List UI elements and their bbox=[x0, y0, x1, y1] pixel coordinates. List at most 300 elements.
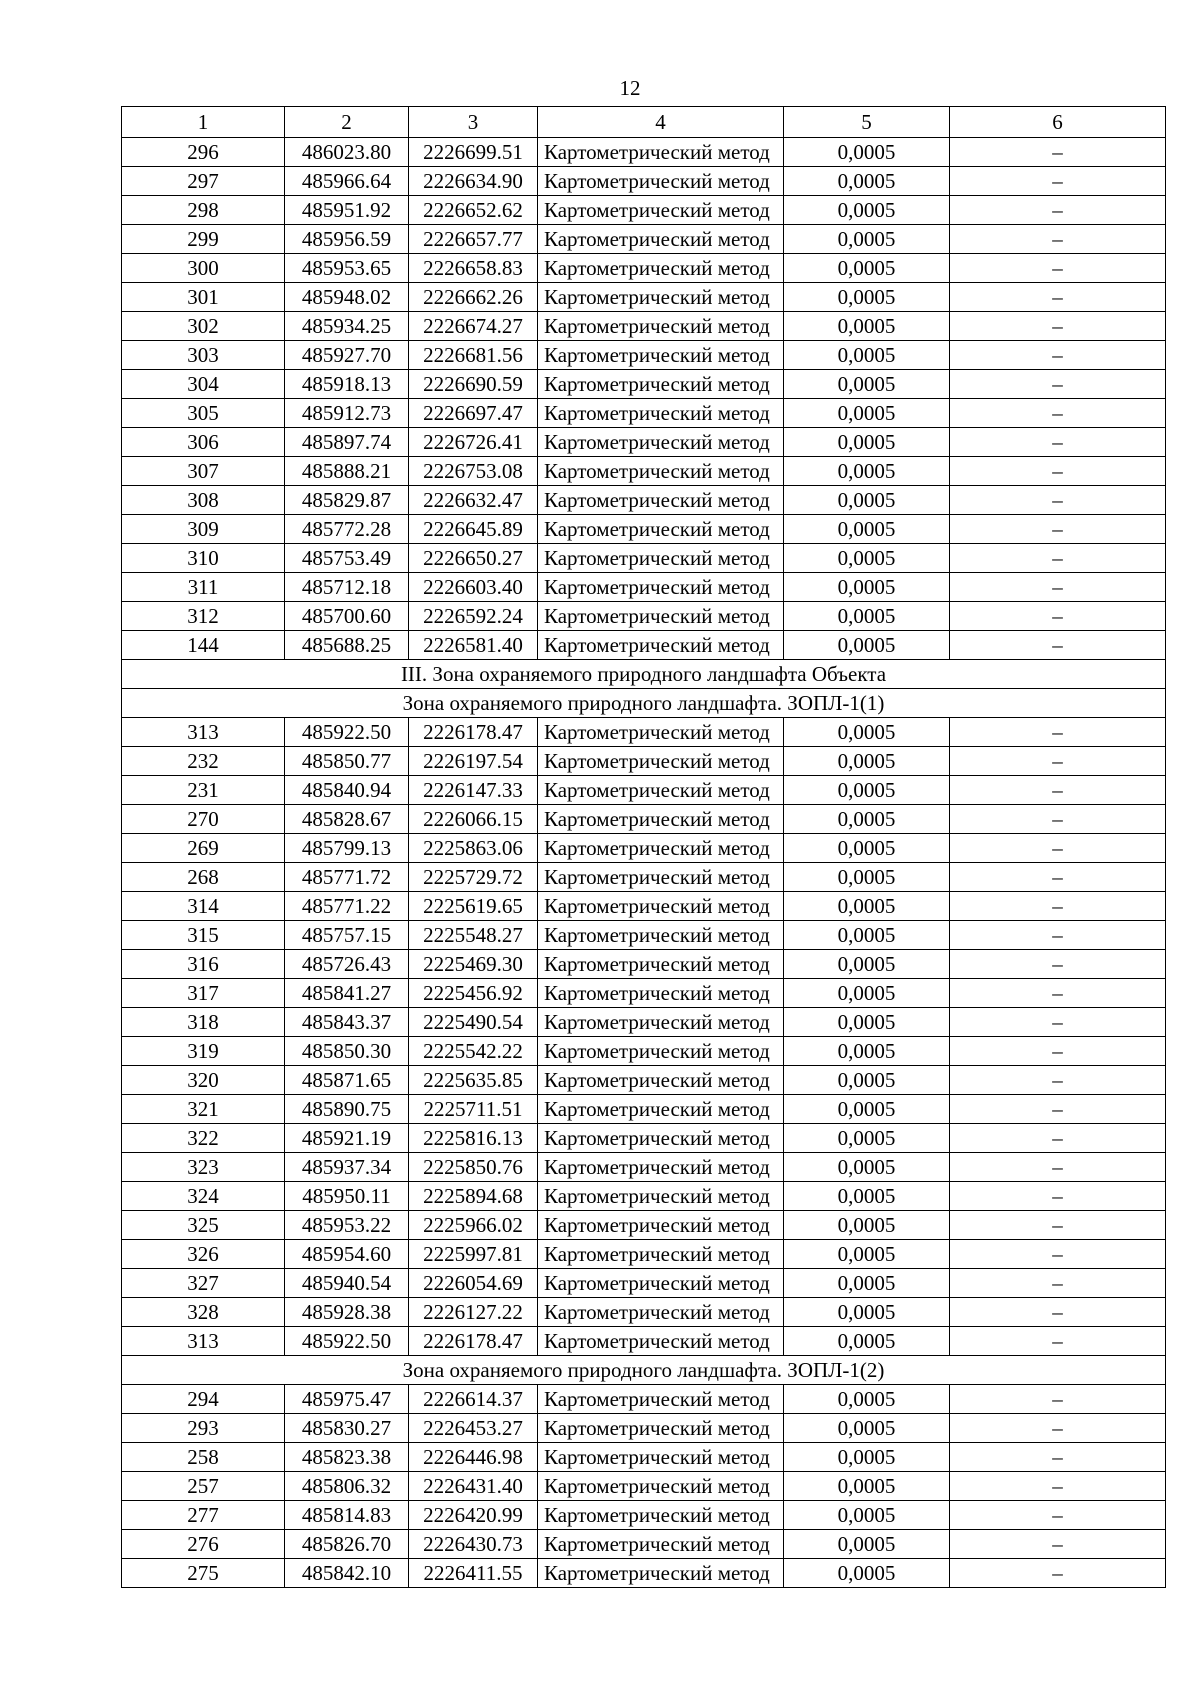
note-cell: – bbox=[950, 950, 1166, 979]
table-row bbox=[122, 1182, 1166, 1211]
table-body bbox=[122, 138, 1166, 1588]
method-cell: Картометрический метод bbox=[538, 138, 784, 167]
point-number-cell: 232 bbox=[122, 747, 285, 776]
coordinate-x-cell: 485688.25 bbox=[285, 631, 409, 660]
table-header-row bbox=[122, 107, 1166, 138]
table-row bbox=[122, 1472, 1166, 1501]
coordinate-y-cell: 2226197.54 bbox=[409, 747, 538, 776]
accuracy-cell: 0,0005 bbox=[784, 370, 950, 399]
coordinate-y-cell: 2226411.55 bbox=[409, 1559, 538, 1588]
coordinate-x-cell: 485840.94 bbox=[285, 776, 409, 805]
accuracy-cell: 0,0005 bbox=[784, 1269, 950, 1298]
method-cell: Картометрический метод bbox=[538, 1124, 784, 1153]
table-row bbox=[122, 428, 1166, 457]
method-cell: Картометрический метод bbox=[538, 950, 784, 979]
coordinate-x-cell: 485771.72 bbox=[285, 863, 409, 892]
point-number-cell: 314 bbox=[122, 892, 285, 921]
coordinate-x-cell: 485850.30 bbox=[285, 1037, 409, 1066]
coordinate-y-cell: 2225469.30 bbox=[409, 950, 538, 979]
point-number-cell: 269 bbox=[122, 834, 285, 863]
accuracy-cell: 0,0005 bbox=[784, 1443, 950, 1472]
method-cell: Картометрический метод bbox=[538, 399, 784, 428]
point-number-cell: 318 bbox=[122, 1008, 285, 1037]
note-cell: – bbox=[950, 1472, 1166, 1501]
note-cell: – bbox=[950, 1037, 1166, 1066]
coordinate-x-cell: 485757.15 bbox=[285, 921, 409, 950]
note-cell: – bbox=[950, 1008, 1166, 1037]
accuracy-cell: 0,0005 bbox=[784, 1211, 950, 1240]
note-cell: – bbox=[950, 544, 1166, 573]
table-row bbox=[122, 1095, 1166, 1124]
note-cell: – bbox=[950, 196, 1166, 225]
method-cell: Картометрический метод bbox=[538, 196, 784, 225]
method-cell: Картометрический метод bbox=[538, 515, 784, 544]
coordinate-y-cell: 2226681.56 bbox=[409, 341, 538, 370]
column-header: 1 bbox=[122, 107, 285, 138]
coordinate-x-cell: 485700.60 bbox=[285, 602, 409, 631]
table-row bbox=[122, 1298, 1166, 1327]
accuracy-cell: 0,0005 bbox=[784, 486, 950, 515]
method-cell: Картометрический метод bbox=[538, 921, 784, 950]
coordinate-y-cell: 2226147.33 bbox=[409, 776, 538, 805]
note-cell: – bbox=[950, 1066, 1166, 1095]
accuracy-cell: 0,0005 bbox=[784, 1153, 950, 1182]
coordinate-x-cell: 485953.65 bbox=[285, 254, 409, 283]
note-cell: – bbox=[950, 1443, 1166, 1472]
coordinate-x-cell: 485950.11 bbox=[285, 1182, 409, 1211]
point-number-cell: 310 bbox=[122, 544, 285, 573]
accuracy-cell: 0,0005 bbox=[784, 1240, 950, 1269]
coordinate-x-cell: 485771.22 bbox=[285, 892, 409, 921]
accuracy-cell: 0,0005 bbox=[784, 1095, 950, 1124]
coordinate-y-cell: 2226054.69 bbox=[409, 1269, 538, 1298]
note-cell: – bbox=[950, 254, 1166, 283]
method-cell: Картометрический метод bbox=[538, 283, 784, 312]
coordinate-x-cell: 485922.50 bbox=[285, 1327, 409, 1356]
note-cell: – bbox=[950, 399, 1166, 428]
coordinate-y-cell: 2225894.68 bbox=[409, 1182, 538, 1211]
coordinate-y-cell: 2226657.77 bbox=[409, 225, 538, 254]
coordinate-x-cell: 485823.38 bbox=[285, 1443, 409, 1472]
note-cell: – bbox=[950, 283, 1166, 312]
point-number-cell: 312 bbox=[122, 602, 285, 631]
coordinate-x-cell: 485918.13 bbox=[285, 370, 409, 399]
note-cell: – bbox=[950, 631, 1166, 660]
table-row bbox=[122, 776, 1166, 805]
note-cell: – bbox=[950, 834, 1166, 863]
coordinate-y-cell: 2225456.92 bbox=[409, 979, 538, 1008]
accuracy-cell: 0,0005 bbox=[784, 312, 950, 341]
coordinate-y-cell: 2226674.27 bbox=[409, 312, 538, 341]
note-cell: – bbox=[950, 979, 1166, 1008]
accuracy-cell: 0,0005 bbox=[784, 254, 950, 283]
coordinate-x-cell: 485951.92 bbox=[285, 196, 409, 225]
method-cell: Картометрический метод bbox=[538, 1298, 784, 1327]
point-number-cell: 328 bbox=[122, 1298, 285, 1327]
accuracy-cell: 0,0005 bbox=[784, 225, 950, 254]
coordinate-x-cell: 485940.54 bbox=[285, 1269, 409, 1298]
coordinate-x-cell: 486023.80 bbox=[285, 138, 409, 167]
point-number-cell: 308 bbox=[122, 486, 285, 515]
accuracy-cell: 0,0005 bbox=[784, 1066, 950, 1095]
table-row bbox=[122, 892, 1166, 921]
point-number-cell: 258 bbox=[122, 1443, 285, 1472]
point-number-cell: 309 bbox=[122, 515, 285, 544]
coordinate-x-cell: 485830.27 bbox=[285, 1414, 409, 1443]
point-number-cell: 323 bbox=[122, 1153, 285, 1182]
coordinate-y-cell: 2226430.73 bbox=[409, 1530, 538, 1559]
point-number-cell: 327 bbox=[122, 1269, 285, 1298]
accuracy-cell: 0,0005 bbox=[784, 515, 950, 544]
section-row bbox=[122, 1356, 1166, 1385]
note-cell: – bbox=[950, 863, 1166, 892]
coordinate-y-cell: 2226645.89 bbox=[409, 515, 538, 544]
coordinate-x-cell: 485956.59 bbox=[285, 225, 409, 254]
point-number-cell: 144 bbox=[122, 631, 285, 660]
note-cell: – bbox=[950, 805, 1166, 834]
table-row bbox=[122, 1269, 1166, 1298]
table-row bbox=[122, 979, 1166, 1008]
table-row bbox=[122, 573, 1166, 602]
accuracy-cell: 0,0005 bbox=[784, 1559, 950, 1588]
coordinate-x-cell: 485842.10 bbox=[285, 1559, 409, 1588]
method-cell: Картометрический метод bbox=[538, 1443, 784, 1472]
column-header: 6 bbox=[950, 107, 1166, 138]
method-cell: Картометрический метод bbox=[538, 602, 784, 631]
note-cell: – bbox=[950, 1269, 1166, 1298]
point-number-cell: 317 bbox=[122, 979, 285, 1008]
point-number-cell: 313 bbox=[122, 718, 285, 747]
coordinate-y-cell: 2226178.47 bbox=[409, 718, 538, 747]
column-header: 4 bbox=[538, 107, 784, 138]
note-cell: – bbox=[950, 892, 1166, 921]
coordinate-y-cell: 2225619.65 bbox=[409, 892, 538, 921]
coordinate-y-cell: 2226592.24 bbox=[409, 602, 538, 631]
section-title: Зона охраняемого природного ландшафта. ЗОПЛ-1(2) bbox=[122, 1356, 1166, 1385]
point-number-cell: 304 bbox=[122, 370, 285, 399]
method-cell: Картометрический метод bbox=[538, 631, 784, 660]
coordinate-y-cell: 2225816.13 bbox=[409, 1124, 538, 1153]
accuracy-cell: 0,0005 bbox=[784, 1501, 950, 1530]
table-row bbox=[122, 1066, 1166, 1095]
coordinate-y-cell: 2225542.22 bbox=[409, 1037, 538, 1066]
accuracy-cell: 0,0005 bbox=[784, 1414, 950, 1443]
table-row bbox=[122, 254, 1166, 283]
point-number-cell: 325 bbox=[122, 1211, 285, 1240]
accuracy-cell: 0,0005 bbox=[784, 631, 950, 660]
column-header: 2 bbox=[285, 107, 409, 138]
table-row bbox=[122, 1008, 1166, 1037]
coordinate-x-cell: 485814.83 bbox=[285, 1501, 409, 1530]
coordinate-x-cell: 485772.28 bbox=[285, 515, 409, 544]
accuracy-cell: 0,0005 bbox=[784, 805, 950, 834]
point-number-cell: 276 bbox=[122, 1530, 285, 1559]
method-cell: Картометрический метод bbox=[538, 805, 784, 834]
method-cell: Картометрический метод bbox=[538, 1153, 784, 1182]
method-cell: Картометрический метод bbox=[538, 370, 784, 399]
method-cell: Картометрический метод bbox=[538, 1240, 784, 1269]
table-row bbox=[122, 1124, 1166, 1153]
method-cell: Картометрический метод bbox=[538, 747, 784, 776]
point-number-cell: 324 bbox=[122, 1182, 285, 1211]
table-row bbox=[122, 196, 1166, 225]
point-number-cell: 293 bbox=[122, 1414, 285, 1443]
table-row bbox=[122, 921, 1166, 950]
method-cell: Картометрический метод bbox=[538, 1008, 784, 1037]
accuracy-cell: 0,0005 bbox=[784, 399, 950, 428]
point-number-cell: 313 bbox=[122, 1327, 285, 1356]
method-cell: Картометрический метод bbox=[538, 544, 784, 573]
note-cell: – bbox=[950, 341, 1166, 370]
point-number-cell: 270 bbox=[122, 805, 285, 834]
accuracy-cell: 0,0005 bbox=[784, 1124, 950, 1153]
point-number-cell: 298 bbox=[122, 196, 285, 225]
point-number-cell: 306 bbox=[122, 428, 285, 457]
coordinate-x-cell: 485921.19 bbox=[285, 1124, 409, 1153]
coordinate-y-cell: 2226603.40 bbox=[409, 573, 538, 602]
table-row bbox=[122, 863, 1166, 892]
coordinate-y-cell: 2226127.22 bbox=[409, 1298, 538, 1327]
note-cell: – bbox=[950, 718, 1166, 747]
coordinate-y-cell: 2226420.99 bbox=[409, 1501, 538, 1530]
note-cell: – bbox=[950, 1182, 1166, 1211]
table-row bbox=[122, 341, 1166, 370]
point-number-cell: 294 bbox=[122, 1385, 285, 1414]
point-number-cell: 257 bbox=[122, 1472, 285, 1501]
point-number-cell: 321 bbox=[122, 1095, 285, 1124]
note-cell: – bbox=[950, 1559, 1166, 1588]
coordinate-x-cell: 485712.18 bbox=[285, 573, 409, 602]
accuracy-cell: 0,0005 bbox=[784, 602, 950, 631]
method-cell: Картометрический метод bbox=[538, 1414, 784, 1443]
method-cell: Картометрический метод bbox=[538, 573, 784, 602]
coordinate-x-cell: 485888.21 bbox=[285, 457, 409, 486]
accuracy-cell: 0,0005 bbox=[784, 428, 950, 457]
table-row bbox=[122, 486, 1166, 515]
table-row bbox=[122, 225, 1166, 254]
method-cell: Картометрический метод bbox=[538, 167, 784, 196]
note-cell: – bbox=[950, 1327, 1166, 1356]
accuracy-cell: 0,0005 bbox=[784, 573, 950, 602]
note-cell: – bbox=[950, 457, 1166, 486]
coordinate-x-cell: 485829.87 bbox=[285, 486, 409, 515]
method-cell: Картометрический метод bbox=[538, 341, 784, 370]
point-number-cell: 322 bbox=[122, 1124, 285, 1153]
accuracy-cell: 0,0005 bbox=[784, 167, 950, 196]
table-row bbox=[122, 1501, 1166, 1530]
accuracy-cell: 0,0005 bbox=[784, 1472, 950, 1501]
section-title: III. Зона охраняемого природного ландшафта Объекта bbox=[122, 660, 1166, 689]
method-cell: Картометрический метод bbox=[538, 1211, 784, 1240]
point-number-cell: 311 bbox=[122, 573, 285, 602]
note-cell: – bbox=[950, 312, 1166, 341]
accuracy-cell: 0,0005 bbox=[784, 457, 950, 486]
coordinate-x-cell: 485726.43 bbox=[285, 950, 409, 979]
column-header: 5 bbox=[784, 107, 950, 138]
coordinate-x-cell: 485927.70 bbox=[285, 341, 409, 370]
coordinate-x-cell: 485975.47 bbox=[285, 1385, 409, 1414]
note-cell: – bbox=[950, 1414, 1166, 1443]
table-row bbox=[122, 167, 1166, 196]
coordinate-y-cell: 2226178.47 bbox=[409, 1327, 538, 1356]
method-cell: Картометрический метод bbox=[538, 1327, 784, 1356]
coordinate-x-cell: 485948.02 bbox=[285, 283, 409, 312]
note-cell: – bbox=[950, 225, 1166, 254]
coordinate-x-cell: 485850.77 bbox=[285, 747, 409, 776]
point-number-cell: 305 bbox=[122, 399, 285, 428]
coordinate-y-cell: 2226634.90 bbox=[409, 167, 538, 196]
point-number-cell: 301 bbox=[122, 283, 285, 312]
table-row bbox=[122, 1153, 1166, 1182]
method-cell: Картометрический метод bbox=[538, 718, 784, 747]
point-number-cell: 307 bbox=[122, 457, 285, 486]
table-row bbox=[122, 1559, 1166, 1588]
column-header: 3 bbox=[409, 107, 538, 138]
note-cell: – bbox=[950, 138, 1166, 167]
coordinate-x-cell: 485806.32 bbox=[285, 1472, 409, 1501]
point-number-cell: 275 bbox=[122, 1559, 285, 1588]
accuracy-cell: 0,0005 bbox=[784, 1530, 950, 1559]
accuracy-cell: 0,0005 bbox=[784, 1298, 950, 1327]
method-cell: Картометрический метод bbox=[538, 1559, 784, 1588]
method-cell: Картометрический метод bbox=[538, 428, 784, 457]
method-cell: Картометрический метод bbox=[538, 225, 784, 254]
table-row bbox=[122, 950, 1166, 979]
coordinate-x-cell: 485871.65 bbox=[285, 1066, 409, 1095]
section-title: Зона охраняемого природного ландшафта. ЗОПЛ-1(1) bbox=[122, 689, 1166, 718]
coordinate-x-cell: 485954.60 bbox=[285, 1240, 409, 1269]
method-cell: Картометрический метод bbox=[538, 1066, 784, 1095]
table-row bbox=[122, 544, 1166, 573]
coordinate-y-cell: 2225729.72 bbox=[409, 863, 538, 892]
table-row bbox=[122, 370, 1166, 399]
accuracy-cell: 0,0005 bbox=[784, 718, 950, 747]
method-cell: Картометрический метод bbox=[538, 979, 784, 1008]
point-number-cell: 302 bbox=[122, 312, 285, 341]
method-cell: Картометрический метод bbox=[538, 457, 784, 486]
coordinate-y-cell: 2226662.26 bbox=[409, 283, 538, 312]
method-cell: Картометрический метод bbox=[538, 1037, 784, 1066]
accuracy-cell: 0,0005 bbox=[784, 341, 950, 370]
coordinate-y-cell: 2226726.41 bbox=[409, 428, 538, 457]
note-cell: – bbox=[950, 1240, 1166, 1269]
table-row bbox=[122, 1443, 1166, 1472]
coordinate-y-cell: 2225966.02 bbox=[409, 1211, 538, 1240]
method-cell: Картометрический метод bbox=[538, 1095, 784, 1124]
note-cell: – bbox=[950, 921, 1166, 950]
method-cell: Картометрический метод bbox=[538, 254, 784, 283]
note-cell: – bbox=[950, 1298, 1166, 1327]
coordinate-x-cell: 485841.27 bbox=[285, 979, 409, 1008]
accuracy-cell: 0,0005 bbox=[784, 921, 950, 950]
accuracy-cell: 0,0005 bbox=[784, 1182, 950, 1211]
coordinate-y-cell: 2225490.54 bbox=[409, 1008, 538, 1037]
coordinate-x-cell: 485934.25 bbox=[285, 312, 409, 341]
accuracy-cell: 0,0005 bbox=[784, 1008, 950, 1037]
coordinate-y-cell: 2226690.59 bbox=[409, 370, 538, 399]
note-cell: – bbox=[950, 1211, 1166, 1240]
method-cell: Картометрический метод bbox=[538, 863, 784, 892]
coordinate-y-cell: 2226697.47 bbox=[409, 399, 538, 428]
table-row bbox=[122, 312, 1166, 341]
table-row bbox=[122, 718, 1166, 747]
accuracy-cell: 0,0005 bbox=[784, 776, 950, 805]
coordinate-y-cell: 2226632.47 bbox=[409, 486, 538, 515]
point-number-cell: 296 bbox=[122, 138, 285, 167]
accuracy-cell: 0,0005 bbox=[784, 283, 950, 312]
coordinate-y-cell: 2226699.51 bbox=[409, 138, 538, 167]
coordinate-x-cell: 485966.64 bbox=[285, 167, 409, 196]
table-row bbox=[122, 399, 1166, 428]
coordinate-y-cell: 2226650.27 bbox=[409, 544, 538, 573]
accuracy-cell: 0,0005 bbox=[784, 747, 950, 776]
method-cell: Картометрический метод bbox=[538, 1385, 784, 1414]
note-cell: – bbox=[950, 602, 1166, 631]
coordinate-x-cell: 485843.37 bbox=[285, 1008, 409, 1037]
note-cell: – bbox=[950, 515, 1166, 544]
coordinate-y-cell: 2226431.40 bbox=[409, 1472, 538, 1501]
coordinate-x-cell: 485897.74 bbox=[285, 428, 409, 457]
point-number-cell: 231 bbox=[122, 776, 285, 805]
note-cell: – bbox=[950, 1530, 1166, 1559]
note-cell: – bbox=[950, 776, 1166, 805]
section-row bbox=[122, 660, 1166, 689]
point-number-cell: 319 bbox=[122, 1037, 285, 1066]
table-row bbox=[122, 747, 1166, 776]
note-cell: – bbox=[950, 1095, 1166, 1124]
coordinate-y-cell: 2226658.83 bbox=[409, 254, 538, 283]
point-number-cell: 297 bbox=[122, 167, 285, 196]
accuracy-cell: 0,0005 bbox=[784, 138, 950, 167]
note-cell: – bbox=[950, 1501, 1166, 1530]
table-row bbox=[122, 283, 1166, 312]
coordinate-x-cell: 485753.49 bbox=[285, 544, 409, 573]
coordinate-y-cell: 2225711.51 bbox=[409, 1095, 538, 1124]
coordinate-y-cell: 2225997.81 bbox=[409, 1240, 538, 1269]
coordinate-x-cell: 485922.50 bbox=[285, 718, 409, 747]
accuracy-cell: 0,0005 bbox=[784, 950, 950, 979]
accuracy-cell: 0,0005 bbox=[784, 1327, 950, 1356]
note-cell: – bbox=[950, 428, 1166, 457]
coordinate-x-cell: 485828.67 bbox=[285, 805, 409, 834]
note-cell: – bbox=[950, 370, 1166, 399]
table-row bbox=[122, 1240, 1166, 1269]
point-number-cell: 320 bbox=[122, 1066, 285, 1095]
method-cell: Картометрический метод bbox=[538, 1182, 784, 1211]
accuracy-cell: 0,0005 bbox=[784, 834, 950, 863]
point-number-cell: 268 bbox=[122, 863, 285, 892]
table-row bbox=[122, 1037, 1166, 1066]
note-cell: – bbox=[950, 167, 1166, 196]
coordinate-y-cell: 2225863.06 bbox=[409, 834, 538, 863]
coordinate-y-cell: 2226753.08 bbox=[409, 457, 538, 486]
coordinate-y-cell: 2226066.15 bbox=[409, 805, 538, 834]
accuracy-cell: 0,0005 bbox=[784, 1037, 950, 1066]
point-number-cell: 299 bbox=[122, 225, 285, 254]
method-cell: Картометрический метод bbox=[538, 1269, 784, 1298]
table-row bbox=[122, 1414, 1166, 1443]
table-row bbox=[122, 805, 1166, 834]
note-cell: – bbox=[950, 1153, 1166, 1182]
point-number-cell: 316 bbox=[122, 950, 285, 979]
accuracy-cell: 0,0005 bbox=[784, 544, 950, 573]
accuracy-cell: 0,0005 bbox=[784, 1385, 950, 1414]
coordinate-y-cell: 2225635.85 bbox=[409, 1066, 538, 1095]
table-row bbox=[122, 457, 1166, 486]
table-row bbox=[122, 1530, 1166, 1559]
note-cell: – bbox=[950, 486, 1166, 515]
table-row bbox=[122, 138, 1166, 167]
